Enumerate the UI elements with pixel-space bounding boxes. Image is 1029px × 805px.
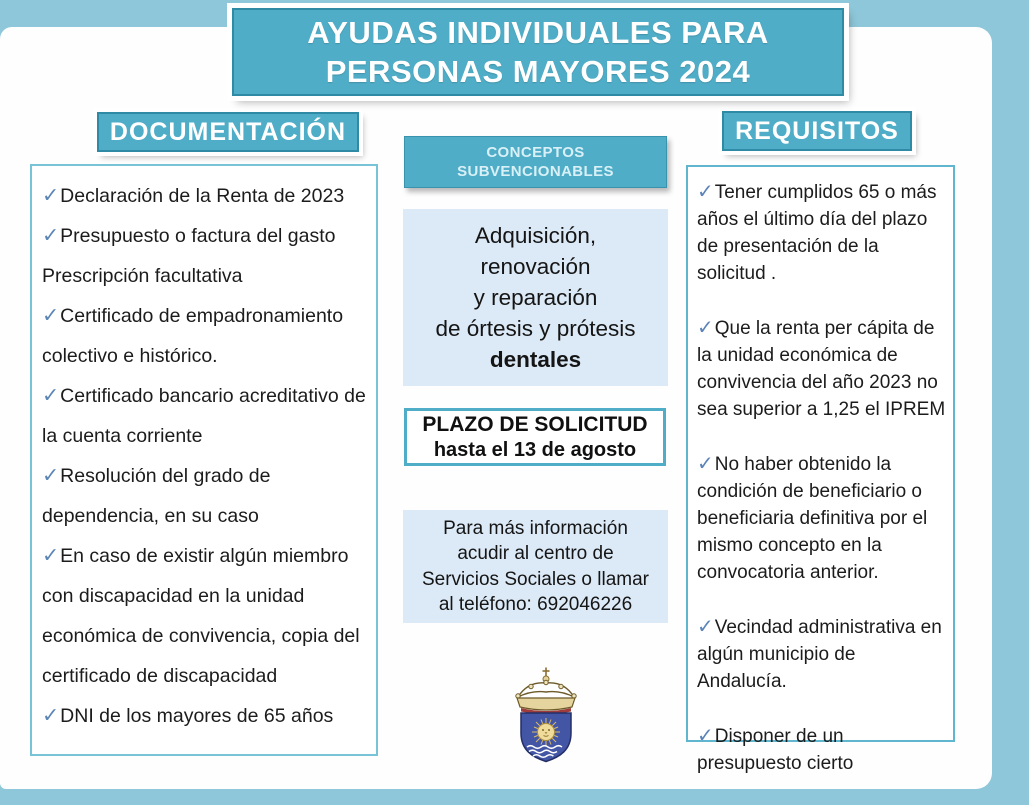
item-text: Disponer de un presupuesto cierto [697, 726, 854, 774]
list-item [42, 696, 372, 736]
documentacion-header: DOCUMENTACIÓN [97, 112, 359, 152]
conceptos-bold-line: dentales [489, 347, 582, 372]
item-text: En caso de existir algún miembro con discapacidad en la unidad económica de convivencia, copia del certificado de discapacidad [42, 545, 360, 687]
list-item [42, 376, 372, 456]
item-text: Resolución del grado de dependencia, en su caso [42, 465, 271, 527]
check-icon: ✓ [42, 704, 60, 727]
list-item [42, 456, 372, 536]
check-icon: ✓ [42, 384, 60, 407]
crest-sun [538, 724, 555, 741]
municipal-coat-of-arms-icon [504, 666, 588, 764]
list-item [697, 723, 949, 777]
item-text: Presupuesto o factura del gasto [60, 225, 336, 247]
title-line-2: PERSONAS MAYORES 2024 [325, 54, 751, 89]
list-item [42, 296, 372, 376]
list-item [42, 256, 372, 296]
requisitos-list [686, 165, 955, 774]
info-line: Para más información [443, 517, 628, 539]
check-icon: ✓ [42, 224, 60, 247]
check-icon: ✓ [42, 304, 60, 327]
item-text: Vecindad administrativa en algún municipio de Andalucía. [697, 617, 942, 692]
documentacion-list [30, 164, 378, 756]
conceptos-line: Adquisición, [474, 223, 597, 248]
info-line: al teléfono: 692046226 [438, 594, 633, 615]
conceptos-header-line-1: CONCEPTOS [486, 144, 585, 161]
item-text: Tener cumplidos 65 o más años el último día del plazo de presentación de la solicitud . [697, 182, 937, 284]
title-line-1: AYUDAS INDIVIDUALES PARA [307, 15, 769, 50]
info-line: Servicios Sociales o llamar [421, 568, 650, 590]
check-icon: ✓ [697, 181, 714, 203]
list-item [42, 216, 372, 256]
crest-crown-band [517, 698, 575, 710]
conceptos-line: renovación [480, 254, 591, 279]
plazo-box [404, 408, 666, 466]
check-icon: ✓ [697, 453, 714, 475]
plazo-title: PLAZO DE SOLICITUD [422, 413, 648, 436]
title-banner [232, 8, 844, 96]
item-text: Certificado de empadronamiento colectivo e histórico. [42, 305, 344, 367]
check-icon: ✓ [697, 725, 714, 747]
item-text: Que la renta per cápita de la unidad económica de convivencia del año 2023 no sea superior a 1,25 el IPREM [697, 318, 946, 420]
conceptos-body-box [403, 209, 668, 386]
item-text: DNI de los mayores de 65 años [60, 705, 334, 727]
check-icon: ✓ [697, 317, 714, 339]
conceptos-header [404, 136, 667, 188]
plazo-subtitle: hasta el 13 de agosto [433, 439, 637, 461]
list-item [697, 179, 949, 287]
conceptos-header-line-2: SUBVENCIONABLES [457, 163, 614, 180]
check-icon: ✓ [697, 616, 714, 638]
list-item [697, 614, 949, 695]
conceptos-line: de órtesis y prótesis [435, 316, 636, 341]
check-icon: ✓ [42, 464, 60, 487]
info-line: acudir al centro de [457, 543, 614, 564]
list-item [697, 451, 949, 586]
list-item [697, 315, 949, 423]
item-text: Declaración de la Renta de 2023 [60, 185, 345, 207]
list-item [42, 176, 372, 216]
requisitos-header: REQUISITOS [722, 111, 912, 151]
check-icon: ✓ [42, 184, 60, 207]
item-text: Prescripción facultativa [42, 265, 243, 287]
list-item [42, 536, 372, 696]
check-icon: ✓ [42, 544, 60, 567]
conceptos-line: y reparación [473, 285, 598, 310]
item-text: Certificado bancario acreditativo de la cuenta corriente [42, 385, 366, 447]
item-text: No haber obtenido la condición de beneficiario o beneficiaria definitiva por el mismo concepto en la convocatoria anterior. [697, 454, 928, 583]
info-box [403, 510, 668, 623]
